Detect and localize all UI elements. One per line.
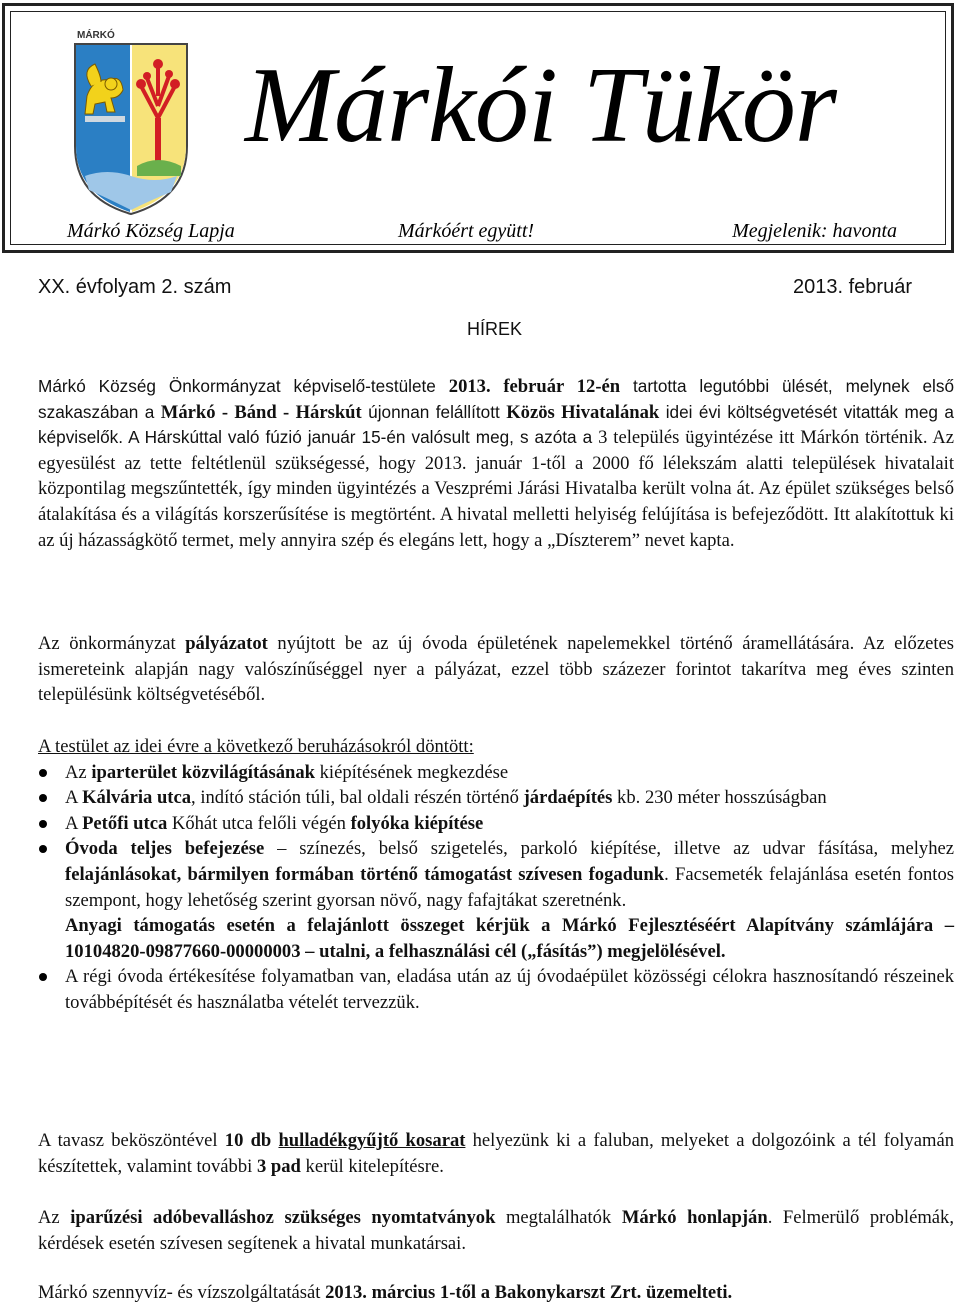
p3-text-2: helyezünk ki a faluban, melyeket a dolgozóink a tél folyamán készítettek, valamint további <box>38 1130 954 1177</box>
b2-bold-sidewalk: járdaépítés <box>523 787 613 809</box>
p4-text-2: megtalálhatók <box>495 1207 622 1228</box>
b4-bold-donation: Anyagi támogatás esetén a felajánlott összeget kérjük a Márkó Fejlesztéséért Alapítvány számlájára – 10104820-09877660-00000003 – utalni, a felhasználási cél („fásítás”) megjelölésével. <box>65 915 954 962</box>
list-item <box>38 811 954 837</box>
article-investments <box>38 734 954 1016</box>
p1-bold-date: 2013. február 12-én <box>448 376 621 397</box>
p3-bold-bench: 3 pad <box>256 1155 301 1177</box>
p1-text-6: 3 település ügyintézése itt Márkón történik. Az egyesülést az tette feltétlenül szükségessé, hogy 2013. <box>38 427 954 474</box>
b2-bold-street: Kálvária utca <box>82 787 192 809</box>
p1-text-5: költségvetését vitatták meg a képviselők. A Hárskúttal való fúzió január 15-én valósult meg, s azóta a <box>38 401 954 448</box>
b5-text: A régi óvoda értékesítése folyamatban van, eladása után az új óvodaépület közösségi célokra hasznosítandó részeinek továbbépítését és használatba vételét tervezzük. <box>65 966 954 1013</box>
p1-text-1: Márkó Község Önkormányzat képviselő-testülete <box>38 376 449 396</box>
p3-bold-count: 10 db <box>224 1130 279 1151</box>
b3-bold-street: Petőfi utca <box>82 812 168 834</box>
p3-text-1: A tavasz beköszöntével <box>38 1130 225 1151</box>
article-paragraph-tax <box>38 1205 954 1256</box>
list-item <box>38 760 954 786</box>
list-item <box>38 964 954 1015</box>
b4-text-2: . Facsemeték felajánlása esetén fontos szempont, hogy lehetőség szerint gyorsan növő, nagy fafajtákat szeretnénk. <box>65 863 954 911</box>
investment-list <box>38 760 954 1016</box>
b1-bold: iparterület közvilágításának <box>91 761 315 783</box>
b1-text-1: Az <box>65 761 92 783</box>
tagline-publication: Márkó Község Lapja <box>67 220 235 242</box>
article-paragraph-bins <box>38 1128 954 1179</box>
article-paragraph-tender <box>38 631 954 708</box>
p1-bold-office: Közös Hivatalának <box>506 401 660 423</box>
tagline-frequency: Megjelenik: havonta <box>732 220 897 242</box>
p2-text-1: Az önkormányzat <box>38 633 186 654</box>
b2-text-2: , indító stáción túli, bal oldali részén történő <box>191 787 524 809</box>
b2-text-3: kb. 230 méter hosszúságban <box>612 787 827 809</box>
p1-text-2: tartotta legutóbbi ülését, melynek első szakaszában a <box>38 376 955 422</box>
p1-text-3: újonnan felállított <box>361 401 507 422</box>
b1-text-2: kiépítésének megkezdése <box>314 761 509 783</box>
issue-info <box>38 276 912 299</box>
masthead <box>2 3 954 253</box>
p1-text-7: január 1-től a 2000 fő lélekszám alatti települések hivatalait központilag megszűntették, így minden ügyintézés a Veszprémi Járási Hivatalba került volna át. Az épület szükséges belső átalakítása és a világítás korszerűsítése is megtörtént. A hivatal melletti helyiség felújítása is befejeződött. Itt alakítottuk ki az új házasságkötő termet, mely annyira szép és elegáns lett, hogy a „Díszterem” nevet kapta. <box>38 452 954 551</box>
b3-bold-gutter: folyóka kiépítése <box>350 812 484 834</box>
article-paragraph-water <box>38 1280 954 1306</box>
p5-text-1: Márkó szennyvíz- és vízszolgáltatását <box>38 1282 326 1303</box>
b3-text-2: Kőhát utca felőli végén <box>167 812 351 834</box>
b4-bold-offers: felajánlásokat, bármilyen formában történő támogatást szívesen fogadunk <box>65 863 665 885</box>
p4-bold-website: Márkó honlapján <box>621 1207 768 1228</box>
newspaper-title: Márkói Tükör <box>245 46 836 165</box>
list-item <box>38 785 954 811</box>
p4-text-1: Az <box>38 1207 71 1228</box>
b4-bold-kindergarten: Óvoda teljes befejezése <box>65 838 265 860</box>
p2-bold-tender: pályázatot <box>185 633 268 654</box>
list-heading: A testület az idei évre a következő beruházásokról döntött: <box>38 736 474 757</box>
p1-text-4: idei évi <box>659 401 728 422</box>
crest-label: MÁRKÓ <box>77 30 115 41</box>
tagline-motto: Márkóért együtt! <box>398 220 535 242</box>
p4-text-3: . Felmerülő problémák, kérdések esetén szívesen segítenek a hivatal munkatársai. <box>38 1207 955 1254</box>
p2-text-2: nyújtott be az új óvoda épületének napelemekkel történő áramellátására. Az előzetes ismereteink alapján nagy valószínűséggel nyer a pályázat, ezzel több százezer forintot takarítva meg éves szinten településünk költségvetéséből. <box>38 633 954 706</box>
p5-bold-operator: 2013. március 1-től a Bakonykarszt Zrt. üzemelteti. <box>325 1282 733 1303</box>
list-item <box>38 836 954 964</box>
p3-text-3: kerül kitelepítésre. <box>300 1155 444 1177</box>
issue-date: 2013. február <box>793 276 912 298</box>
p3-bold-baskets: hulladékgyűjtő kosarat <box>278 1130 466 1151</box>
coat-of-arms-icon <box>71 26 191 216</box>
article-paragraph-council <box>38 374 954 553</box>
p1-bold-towns: Márkó - Bánd - Hárskút <box>160 401 362 423</box>
section-label: HÍREK <box>467 319 523 339</box>
b3-text-1: A <box>65 812 83 834</box>
p4-bold-forms: iparűzési adóbevalláshoz szükséges nyomtatványok <box>70 1207 496 1228</box>
b4-text-1: – színezés, belső szigetelés, parkoló kiépítése, illetve az udvar fásítása, melyhez <box>264 838 955 860</box>
issue-volume: XX. évfolyam 2. szám <box>38 276 232 298</box>
b2-text-1: A <box>65 787 83 809</box>
